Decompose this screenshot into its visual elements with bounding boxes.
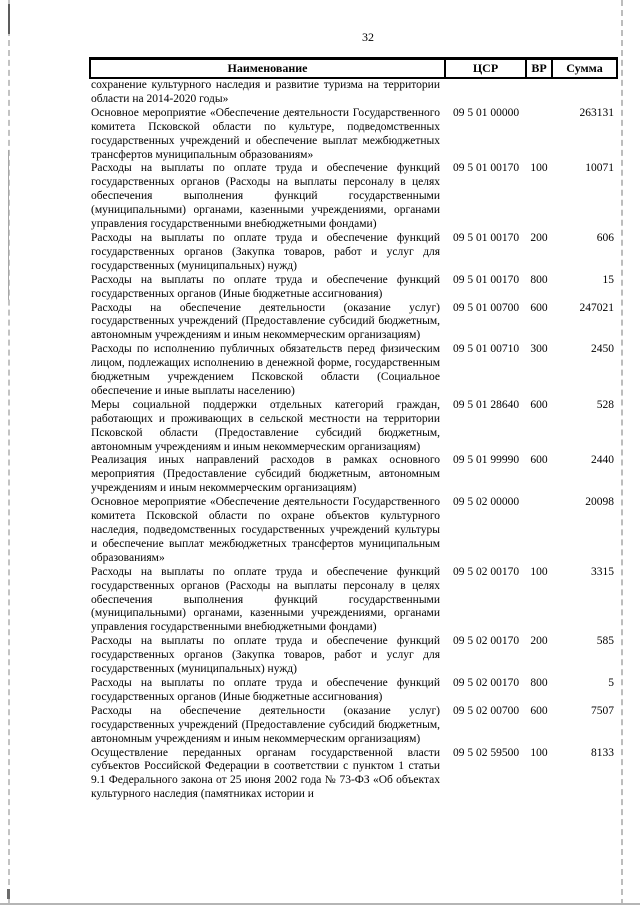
cell-vr: 200	[530, 231, 548, 244]
cell-csr: 09 5 01 00170	[453, 273, 520, 286]
table-row	[90, 496, 617, 566]
cell-csr: 09 5 01 00710	[453, 343, 520, 356]
table-header-row	[90, 59, 617, 79]
table-row	[90, 162, 617, 232]
cell-vr: 600	[530, 704, 548, 717]
cell-sum: 15	[602, 273, 614, 286]
table-row	[90, 78, 617, 107]
cell-vr	[526, 496, 552, 566]
cell-sum	[552, 78, 617, 107]
cell-vr	[526, 107, 552, 163]
cell-name: Расходы на выплаты по оплате труда и обеспечение функций государственных органов (Расходы на выплаты персоналу в целях обеспечения выполнения функций государственными (муниципальными) органами, казенными учреждениями, органами управления государственными внебюджетными фондами)	[91, 162, 440, 231]
cell-sum: 20098	[585, 496, 614, 509]
table-body	[90, 78, 617, 802]
cell-sum: 2440	[591, 454, 614, 467]
table-row	[90, 232, 617, 274]
cell-csr: 09 5 02 00700	[453, 704, 520, 717]
cell-name: Меры социальной поддержки отдельных категорий граждан, работающих и проживающих в сельской местности на территории Псковской области (Предоставление субсидий бюджетным, автономным учреждениям и иным некоммерческим организациям)	[91, 398, 440, 453]
cell-csr: 09 5 02 00170	[453, 635, 520, 648]
scan-artifact-left-mark-bottom	[7, 889, 10, 899]
cell-vr: 800	[530, 676, 548, 689]
column-header-csr: ЦСР	[445, 59, 526, 79]
table-row	[90, 302, 617, 344]
cell-vr: 600	[530, 301, 548, 314]
cell-name: Расходы на обеспечение деятельности (оказание услуг) государственных учреждений (Предоставление субсидий бюджетным, автономным учреждениям и иным некоммерческим организациям)	[91, 301, 440, 342]
table-row	[90, 705, 617, 747]
cell-csr: 09 5 01 00170	[453, 162, 520, 175]
cell-csr: 09 5 01 99990	[453, 454, 520, 467]
cell-csr: 09 5 01 28640	[453, 398, 520, 411]
scan-artifact-right-edge	[621, 0, 623, 905]
cell-csr: 09 5 01 00000	[453, 106, 520, 119]
cell-vr: 600	[530, 454, 548, 467]
scan-artifact-left-edge	[8, 0, 10, 905]
cell-sum: 528	[596, 398, 614, 411]
table-row	[90, 566, 617, 636]
table-row	[90, 399, 617, 455]
cell-vr: 800	[530, 273, 548, 286]
cell-sum: 8133	[591, 746, 614, 759]
cell-sum: 606	[596, 231, 614, 244]
column-header-vr: ВР	[526, 59, 552, 79]
cell-vr	[526, 78, 552, 107]
scan-artifact-left-mark-mid	[8, 150, 9, 300]
cell-name: Расходы на выплаты по оплате труда и обеспечение функций государственных органов (Закупка товаров, работ и услуг для государственных (муниципальных) нужд)	[91, 231, 440, 272]
cell-name: Основное мероприятие «Обеспечение деятельности Государственного комитета Псковской области по охране объектов культурного наследия, подведомственных государственных учреждений культуры и обеспечение выплат межбюджетных трансфертов муниципальным образованиям»	[91, 496, 440, 564]
cell-name: Расходы на выплаты по оплате труда и обеспечение функций государственных органов (Закупка товаров, работ и услуг для государственных (муниципальных) нужд)	[91, 635, 440, 676]
page-number: 32	[362, 30, 374, 44]
cell-vr: 200	[530, 635, 548, 648]
table-row	[90, 635, 617, 677]
table-row	[90, 107, 617, 163]
cell-sum: 7507	[591, 704, 614, 717]
cell-sum: 10071	[585, 162, 614, 175]
cell-vr: 100	[530, 565, 548, 578]
cell-csr: 09 5 01 00700	[453, 301, 520, 314]
cell-sum: 3315	[591, 565, 614, 578]
cell-csr: 09 5 02 59500	[453, 746, 520, 759]
cell-name: сохранение культурного наследия и развитие туризма на территории области на 2014-2020 годы»	[91, 79, 440, 105]
table-row	[90, 677, 617, 705]
table-row	[90, 454, 617, 496]
cell-name: Расходы на обеспечение деятельности (оказание услуг) государственных учреждений (Предоставление субсидий бюджетным, автономным учреждениям и иным некоммерческим организациям)	[91, 704, 440, 745]
cell-vr: 100	[530, 162, 548, 175]
cell-csr: 09 5 01 00170	[453, 231, 520, 244]
cell-vr: 300	[530, 343, 548, 356]
cell-sum: 5	[608, 676, 614, 689]
cell-sum: 247021	[579, 301, 614, 314]
budget-table	[89, 57, 618, 802]
cell-csr: 09 5 02 00000	[453, 496, 520, 509]
cell-name: Осуществление переданных органам государственной власти субъектов Российской Федерации в соответствии с пунктом 1 статьи 9.1 Федерального закона от 25 июня 2002 года № 73-ФЗ «Об объектах культурного наследия (памятниках истории и	[91, 746, 440, 801]
cell-vr: 100	[530, 746, 548, 759]
column-header-name: Наименование	[90, 59, 445, 79]
scan-artifact-left-mark-top	[8, 4, 10, 34]
cell-name: Расходы на выплаты по оплате труда и обеспечение функций государственных органов (Расходы на выплаты персоналу в целях обеспечения выполнения функций государственными (муниципальными) органами, казенными учреждениями, органами управления государственными внебюджетными фондами)	[91, 565, 440, 634]
cell-name: Расходы по исполнению публичных обязательств перед физическим лицом, подлежащих исполнению в денежной форме, государственным бюджетным учреждением Псковской области (Социальное обеспечение и иные выплаты населению)	[91, 343, 440, 397]
table-row	[90, 747, 617, 803]
cell-vr: 600	[530, 398, 548, 411]
cell-name: Основное мероприятие «Обеспечение деятельности Государственного комитета Псковской области по культуре, подведомственных государственных учреждений и обеспечение выплат межбюджетных трансфертов муниципальным образованиям»	[91, 106, 440, 161]
table-row	[90, 343, 617, 399]
cell-name: Расходы на выплаты по оплате труда и обеспечение функций государственных органов (Иные бюджетные ассигнования)	[91, 676, 440, 703]
cell-csr	[445, 78, 526, 107]
cell-sum: 2450	[591, 343, 614, 356]
cell-sum: 585	[596, 635, 614, 648]
table-row	[90, 274, 617, 302]
column-header-sum: Сумма	[552, 59, 617, 79]
cell-csr: 09 5 02 00170	[453, 676, 520, 689]
cell-name: Расходы на выплаты по оплате труда и обеспечение функций государственных органов (Иные бюджетные ассигнования)	[91, 273, 440, 300]
cell-csr: 09 5 02 00170	[453, 565, 520, 578]
cell-name: Реализация иных направлений расходов в рамках основного мероприятия (Предоставление субсидий бюджетным, автономным учреждениям и иным некоммерческим организациям)	[91, 454, 440, 495]
cell-sum: 263131	[579, 106, 614, 119]
